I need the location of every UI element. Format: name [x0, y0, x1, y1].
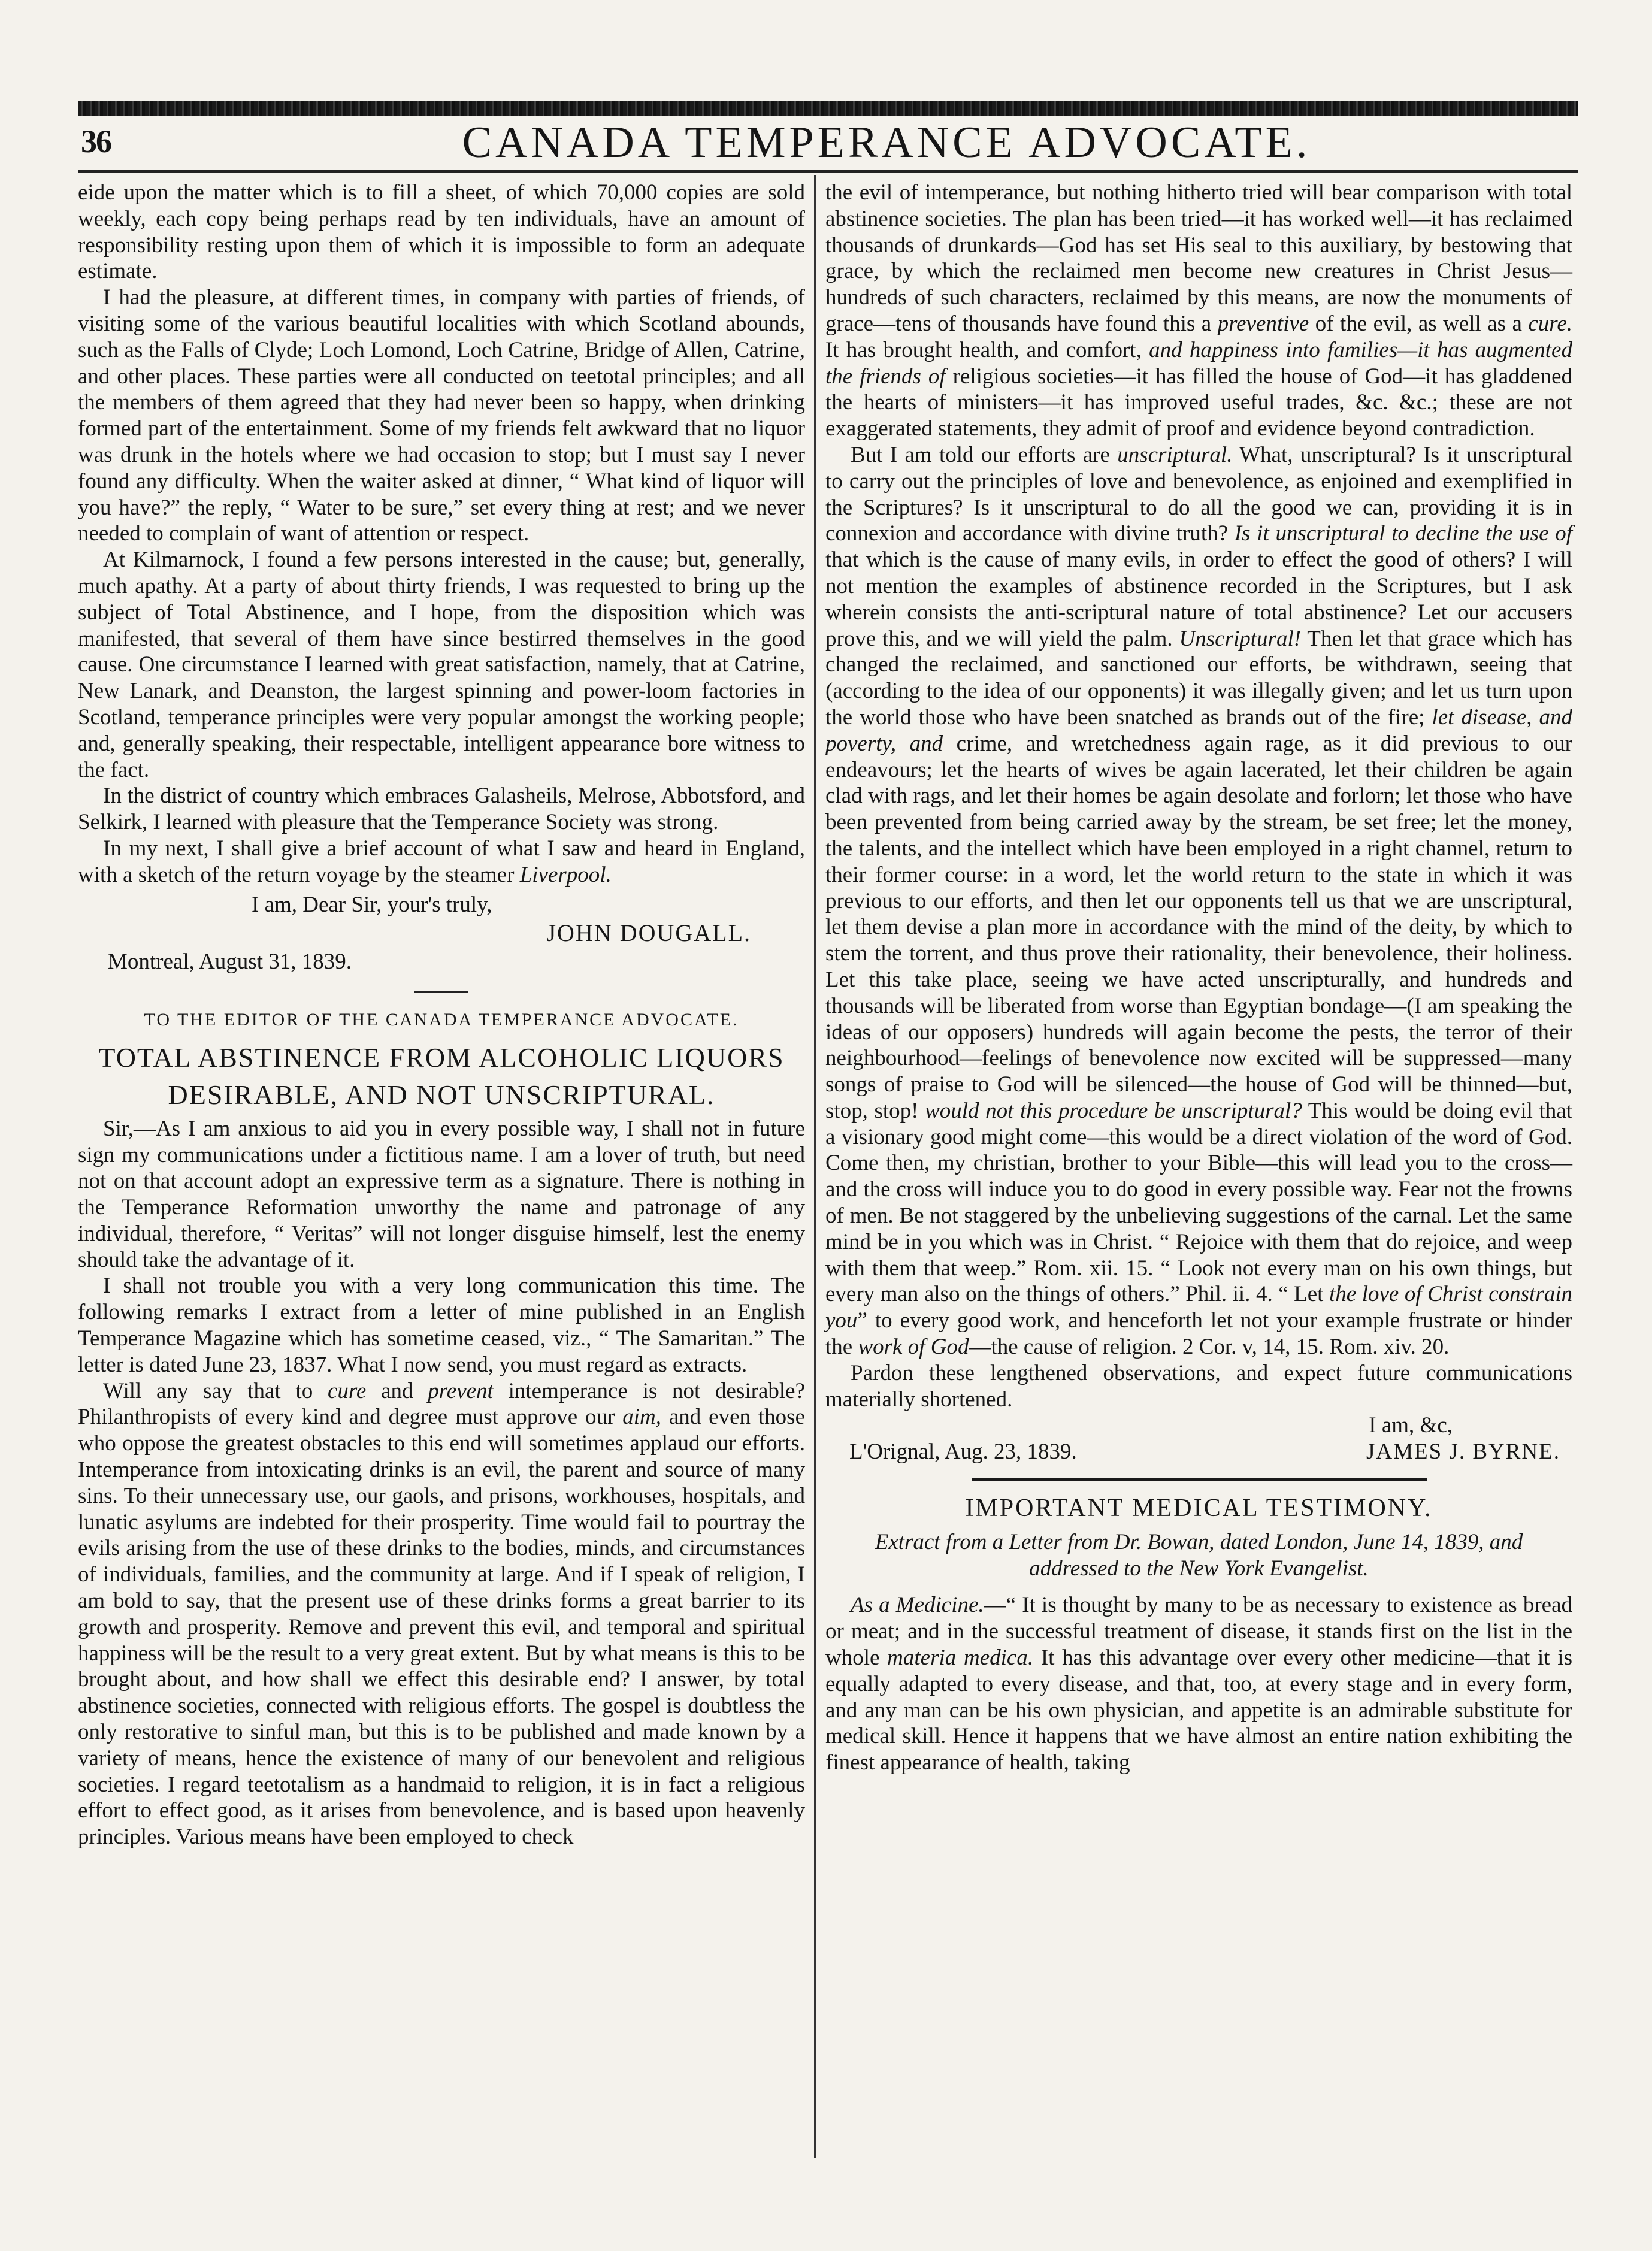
article-headline: [78, 1039, 805, 1114]
letter-dateline: L'Orignal, Aug. 23, 1839.: [849, 1439, 1077, 1465]
text-run: of the evil, as well as a: [1309, 311, 1529, 336]
text-run: Will any say that to: [103, 1378, 328, 1403]
column-divider: [814, 175, 816, 2158]
italic-run: Is it unscriptural to decline the use of: [1234, 521, 1572, 546]
paragraph: I had the pleasure, at different times, in company with parties of friends, of visiting some of the various beautiful localities with which Scotland abounds, such as the Falls of Clyde; Loch Lomond, Loch Catrine, Bridge of Allen, Catrine, and other places. These parties were all conducted on teetotal principles; and all the members of them agreed that they had never been so happy, when drinking formed part of the entertainment. Some of my friends felt awkward that no liquor was drunk in the hotels where we had occasion to stop; but I must say I never found any difficulty. When the waiter asked at dinner, “ What kind of liquor will you have?” the reply, “ Water to be sure,” set every thing at rest; and we never needed to complain of want of attention or respect.: [78, 285, 805, 546]
italic-run: preventive: [1217, 311, 1309, 336]
article-headline: IMPORTANT MEDICAL TESTIMONY.: [965, 1494, 1433, 1523]
text-run: —the cause of religion. 2 Cor. v, 14, 15. Rom. xiv. 20.: [969, 1335, 1450, 1360]
paragraph: [825, 1592, 1572, 1776]
letter-address: TO THE EDITOR OF THE CANADA TEMPERANCE ADVOCATE.: [144, 1009, 739, 1030]
text-run: —“ It is thought by many to be as necessary to existence as bread or meat; and in the successful treatment of disease, it stands first on the list in the whole: [825, 1593, 1572, 1671]
left-column: [78, 180, 805, 1850]
closing-row-1: [825, 1412, 1572, 1439]
italic-run: materia medica.: [887, 1645, 1034, 1671]
text-run: the evil of intemperance, but nothing hitherto tried will bear comparison with total abstinence societies. The plan has been tried—it has worked well—it has reclaimed thousands of drunkards—God has set His seal to this auxiliary, by bestowing that grace, by which the reclaimed men become new creatures in Christ Jesus—hundreds of such characters, reclaimed by this means, are now the monuments of grace—tens of thousands have found this a: [825, 180, 1572, 336]
italic-run: and happiness into families—it has augmented the friends of: [825, 337, 1572, 389]
text-run: It has this advantage over every other medicine—that it is equally adapted to every disease, and that, too, at every stage and in every form, and any man can be his own physician, and appetite is an admirable substitute for medical skill. Hence it happens that we have almost an entire nation exhibiting the finest appearance of health, taking: [825, 1645, 1572, 1775]
letter-closing: I am, &c,: [1369, 1413, 1453, 1438]
paragraph: [825, 442, 1572, 1360]
text-run: crime, and wretchedness again rage, as it did previous to our endeavours; let the hearts of wives be again lacerated, let their children be again clad with rags, and let their homes be again desolate and forlorn; let those who have been prevented from being carried away by the stream, be set free; let the money, the talents, and the intellect which have been employed in a right channel, return to their former course: in a word, let the world return to the state in which it was previous to our efforts, and then let our opponents tell us that we are unscriptural, let them devise a plan more in accordance with the mind of the deity, by which to stem the torrent, and thus prove their rationality, their benevolence, their holiness. Let this take place, seeing we have acted unscripturally, and hundreds and thousands will be liberated from worse than Egyptian bondage—(I am speaking the ideas of our opposers) hundreds will again become the pests, the terror of their neighbourhood—feelings of benevolence now excited will be suppressed—many songs of praise to God will be silenced—the house of God will be thinned—but, stop, stop!: [825, 731, 1573, 1123]
letter-signature: JOHN DOUGALL.: [546, 919, 751, 947]
headline-line-2: DESIRABLE, AND NOT UNSCRIPTURAL.: [168, 1079, 715, 1110]
italic-run: prevent: [428, 1378, 494, 1403]
italic-run: aim,: [622, 1405, 661, 1430]
text-run: that which is the cause of many evils, in order to effect the good of others? I will not mention the examples of abstinence recorded in the Scriptures, but I ask wherein consists the anti-scriptural nature of total abstinence? Let our accusers prove this, and we will yield the palm.: [825, 547, 1572, 651]
paragraph: In the district of country which embraces Galasheils, Melrose, Abbotsford, and Selkirk, I learned with pleasure that the Temperance Society was strong.: [78, 783, 805, 835]
text-run: and even those who oppose the greatest obstacles to this end will sometimes applaud our efforts. Intemperance from intoxicating drinks is an evil, the parent and source of many sins. To their unnecessary use, our gaols, and prisons, workhouses, hospitals, and lunatic asylums are indebted for their prosperity. Time would fail to pourtray the evils arising from the use of these drinks to the bodies, minds, and circumstances of individuals, families, and the community at large. And if I speak of religion, I am bold to say, that the present use of these drinks forms a great barrier to its growth and prosperity. Remove and prevent this evil, and temporal and spiritual happiness will be the result to a very great extent. But by what means is this to be brought about, and how shall we effect this desirable end? I answer, by total abstinence societies, connected with religious efforts. The gospel is doubtless the only restorative to sinful man, but this is to be published and made known by a variety of means, hence the existence of many of our benevolent and religious societies. I regard teetotalism as a handmaid to religion, it is in fact a religious effort to effect good, as it arises from benevolence, and is based upon heavenly principles. Various means have been employed to check: [78, 1405, 805, 1850]
paragraph: [825, 180, 1572, 442]
text-run: intemperance is not desirable? Philanthropists of every kind and degree must approve our: [78, 1378, 805, 1430]
right-column: [825, 180, 1572, 1776]
italic-run: work of God: [858, 1335, 969, 1360]
italic-run: As a Medicine.: [851, 1593, 984, 1618]
text-run: It has brought health, and comfort,: [825, 337, 1149, 362]
text-run: religious societies—it has filled the house of God—it has gladdened the hearts of ministers—it has improved useful trades, &c. &c.; these are not exaggerated statements, they admit of proof and evidence beyond contradiction.: [825, 364, 1573, 441]
paragraph-text: In my next, I shall give a brief account of what I saw and heard in England, with a sketch of the return voyage by the steamer: [78, 836, 805, 887]
paragraph: Sir,—As I am anxious to aid you in every possible way, I shall not in future sign my communications under a fictitious name. I am a lover of truth, but need not on that account adopt an expressive term as a signature. There is nothing in the Temperance Reformation unworthy the name and patronage of any individual, therefore, “ Veritas” will not longer disguise himself, lest the enemy should take the advantage of it.: [78, 1116, 805, 1272]
italic-run: cure: [327, 1378, 367, 1403]
section-divider: [972, 1478, 1427, 1481]
text-run: and: [366, 1378, 428, 1403]
letter-signoff: I am, Dear Sir, your's truly,: [252, 892, 492, 917]
header-underline: [78, 170, 1578, 173]
paragraph: eide upon the matter which is to fill a sheet, of which 70,000 copies are sold weekly, each copy being perhaps read by ten individuals, have an amount of responsibility resting upon them of which it is impossible to form an adequate estimate.: [78, 180, 805, 284]
article-subtitle: Extract from a Letter from Dr. Bowan, dated London, June 14, 1839, and addressed to the New York Evangelist.: [875, 1529, 1523, 1581]
masthead-title: CANADA TEMPERANCE ADVOCATE.: [462, 118, 1311, 167]
text-run: But I am told our efforts are: [851, 442, 1118, 467]
italic-run: Unscriptural!: [1179, 626, 1302, 651]
section-divider: [414, 991, 468, 993]
italic-run: would not this procedure be unscriptural?: [925, 1098, 1302, 1123]
letter-signature: JAMES J. BYRNE.: [1366, 1439, 1560, 1465]
paragraph: [78, 1378, 805, 1850]
text-run: What, unscriptural? Is it unscriptural to carry out the principles of love and benevolence, as enjoined and exemplified in the Scriptures? Is it unscriptural to do all the good we can, providing it is in connexion and accordance with divine truth?: [825, 442, 1572, 546]
italic-run: the love of Christ constrain you: [825, 1282, 1572, 1333]
paragraph: I shall not trouble you with a very long communication this time. The following remarks I extract from a letter of mine published in an English Temperance Magazine which has sometime ceased, viz., “ The Samaritan.” The letter is dated June 23, 1837. What I now send, you must regard as extracts.: [78, 1273, 805, 1377]
ship-name: Liverpool.: [519, 862, 612, 887]
paragraph: Pardon these lengthened observations, and expect future communications materially shortened.: [825, 1360, 1572, 1412]
headline-line-1: TOTAL ABSTINENCE FROM ALCOHOLIC LIQUORS: [98, 1042, 785, 1073]
closing-row-2: [825, 1439, 1572, 1465]
text-run: Then let that grace which has changed the reclaimed, and sanctioned our efforts, be withdrawn, seeing that (according to the idea of our opponents) it was illegally given; and let us turn upon the world those who have been snatched as brands out of the fire;: [825, 626, 1572, 730]
text-run: ” to every good work, and henceforth let not your example frustrate or hinder the: [825, 1308, 1572, 1360]
letter-dateline: Montreal, August 31, 1839.: [108, 949, 352, 975]
text-run: This would be doing evil that a visionary good might come—this would be a direct violation of the word of God. Come then, my christian, brother to your Bible—this will lead you to the cross—and the cross will induce you to do good in every possible way. Fear not the frowns of men. Be not staggered by the unbelieving suggestions of the carnal. Let the same mind be in you which was in Christ. “ Rejoice with them that do rejoice, and weep with them that weep.” Rom. xii. 15. “ Look not every man on his own things, but every man also on the things of others.” Phil. ii. 4. “ Let: [825, 1098, 1572, 1307]
italic-run: let disease, and poverty, and: [825, 704, 1573, 756]
header-decorative-rule: [78, 101, 1578, 116]
italic-run: cure.: [1528, 311, 1572, 336]
italic-run: unscriptural.: [1117, 442, 1233, 467]
page-number: 36: [81, 123, 111, 159]
paragraph: At Kilmarnock, I found a few persons interested in the cause; but, generally, much apathy. At a party of about thirty friends, I was requested to bring up the subject of Total Abstinence, and I hope, from the disposition which was manifested, that several of them have since bestirred themselves in the good cause. One circumstance I learned with great satisfaction, namely, that at Catrine, New Lanark, and Deanston, the largest spinning and power-loom factories in Scotland, temperance principles were very popular amongst the working people; and, generally speaking, their respectable, intelligent appearance bore witness to the fact.: [78, 547, 805, 782]
paragraph: [78, 836, 805, 888]
